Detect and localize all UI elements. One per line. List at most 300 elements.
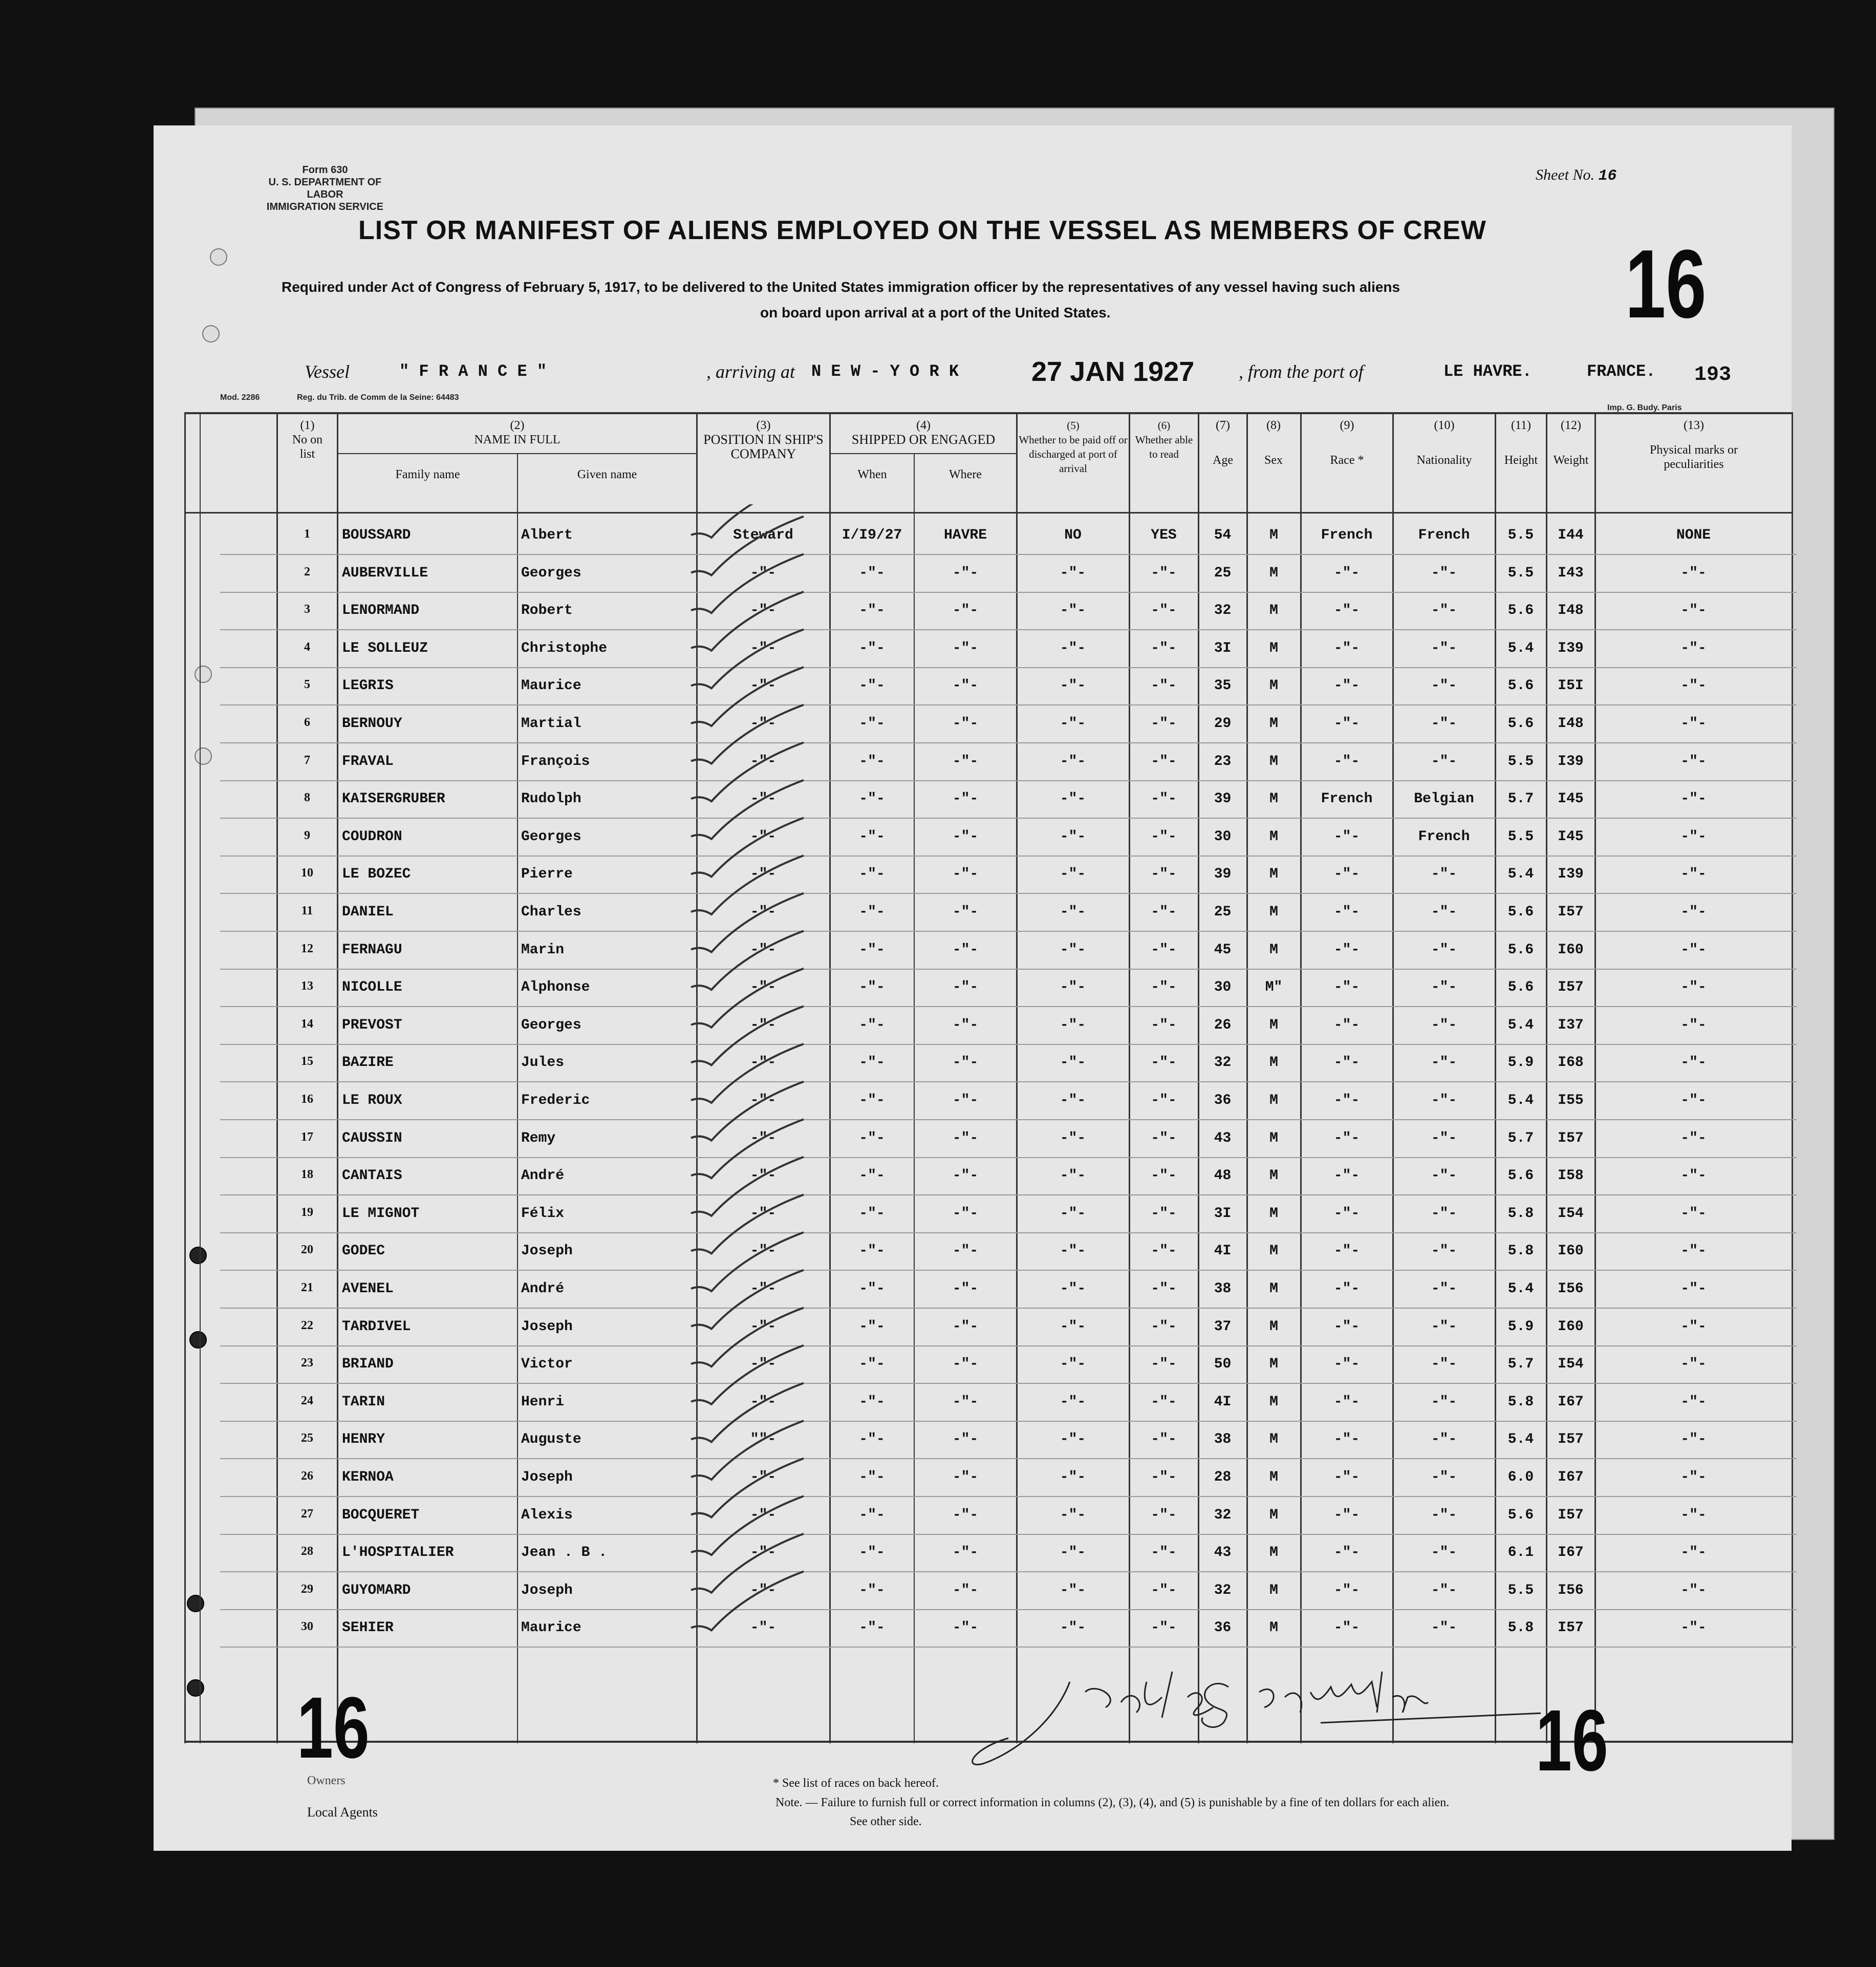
row-rule xyxy=(220,629,1797,630)
row-rule xyxy=(220,1345,1797,1346)
row-number: 4 xyxy=(304,640,310,654)
able-to-read: -"- xyxy=(1151,1318,1177,1335)
height: 5.5 xyxy=(1507,527,1534,543)
row-number: 25 xyxy=(301,1431,313,1445)
shipped-where: -"- xyxy=(952,791,979,807)
checkmark xyxy=(691,1270,804,1329)
weight: I57 xyxy=(1558,1620,1584,1636)
row-number: 20 xyxy=(301,1243,313,1257)
physical-marks: -"- xyxy=(1680,603,1707,619)
row-rule xyxy=(220,667,1797,668)
row-rule xyxy=(220,856,1797,857)
position: -"- xyxy=(750,1469,777,1485)
col11-number: (11) xyxy=(1511,419,1532,432)
age: 28 xyxy=(1214,1469,1232,1485)
form-number: Form 630 xyxy=(302,164,348,176)
physical-marks: -"- xyxy=(1680,1055,1707,1071)
family-name: GODEC xyxy=(342,1243,385,1259)
shipped-where: -"- xyxy=(952,716,979,732)
weight: I56 xyxy=(1558,1281,1584,1297)
row-rule xyxy=(220,1232,1797,1233)
registry: Reg. du Trib. de Comm de la Seine: 64483 xyxy=(297,393,459,402)
height: 5.5 xyxy=(1507,565,1534,581)
sex: M xyxy=(1269,904,1278,920)
nationality: -"- xyxy=(1431,1431,1457,1448)
col-where-header: Where xyxy=(949,468,982,481)
sex: M xyxy=(1269,1469,1278,1485)
shipped-when: -"- xyxy=(859,716,885,732)
nationality: French xyxy=(1418,527,1470,543)
nationality: -"- xyxy=(1431,716,1457,732)
requirement-text-2: on board upon arrival at a port of the United States. xyxy=(760,305,1111,320)
shipped-where: HAVRE xyxy=(943,527,987,543)
weight: I5I xyxy=(1558,678,1584,694)
col1-number: (1) xyxy=(300,419,315,432)
position: -"- xyxy=(750,1205,777,1222)
age: 4I xyxy=(1214,1243,1232,1259)
age: 32 xyxy=(1214,1582,1232,1598)
footer-stamp-left: 16 xyxy=(297,1679,370,1777)
checkmark xyxy=(691,780,804,839)
sex: M" xyxy=(1265,979,1283,996)
weight: I55 xyxy=(1558,1093,1584,1108)
row-rule xyxy=(220,1044,1797,1045)
physical-marks: -"- xyxy=(1680,866,1707,883)
age: 48 xyxy=(1214,1168,1232,1184)
sex: M xyxy=(1269,1168,1278,1184)
family-name: BOUSSARD xyxy=(342,527,411,543)
sex: M xyxy=(1269,753,1278,769)
given-name: Albert xyxy=(521,527,573,543)
family-name: CAUSSIN xyxy=(342,1130,402,1146)
sheet-stamp: 16 xyxy=(1625,230,1707,338)
row-number: 30 xyxy=(301,1620,313,1634)
position: -"- xyxy=(750,565,777,581)
nationality: -"- xyxy=(1431,603,1457,619)
given-name: Victor xyxy=(521,1356,573,1373)
shipped-where: -"- xyxy=(952,1243,979,1259)
family-name: FRAVAL xyxy=(342,753,394,769)
row-rule xyxy=(220,1308,1797,1309)
sex: M xyxy=(1269,1055,1278,1071)
position: ""- xyxy=(750,1431,777,1448)
able-to-read: -"- xyxy=(1151,1205,1177,1222)
age: 39 xyxy=(1214,791,1232,807)
paid-off: -"- xyxy=(1060,979,1086,996)
family-name: AUBERVILLE xyxy=(342,565,428,581)
physical-marks: -"- xyxy=(1680,1093,1707,1108)
row-rule xyxy=(220,704,1797,705)
shipped-when: -"- xyxy=(859,640,885,656)
given-name: Rudolph xyxy=(521,791,581,807)
given-name: Maurice xyxy=(521,1620,581,1636)
position: -"- xyxy=(750,678,777,694)
height: 5.8 xyxy=(1507,1205,1534,1222)
height: 6.1 xyxy=(1507,1545,1534,1561)
age: 4I xyxy=(1214,1394,1232,1410)
race: -"- xyxy=(1333,979,1360,996)
height: 5.8 xyxy=(1507,1620,1534,1636)
weight: I68 xyxy=(1558,1055,1584,1071)
shipped-when: -"- xyxy=(859,791,885,807)
able-to-read: -"- xyxy=(1151,866,1177,883)
paid-off: -"- xyxy=(1060,1507,1086,1523)
height: 5.7 xyxy=(1507,791,1534,807)
paid-off: -"- xyxy=(1060,1093,1086,1108)
weight: I44 xyxy=(1558,527,1584,543)
weight: I60 xyxy=(1558,1243,1584,1259)
height: 5.8 xyxy=(1507,1394,1534,1410)
col-position-header: POSITION IN SHIP'S COMPANY xyxy=(703,432,824,461)
nationality: -"- xyxy=(1431,942,1457,958)
shipped-when: -"- xyxy=(859,1093,885,1108)
checkmark xyxy=(691,1421,804,1480)
age: 38 xyxy=(1214,1281,1232,1297)
shipped-when: -"- xyxy=(859,1130,885,1146)
col-family-name-header: Family name xyxy=(395,468,460,481)
height: 6.0 xyxy=(1507,1469,1534,1485)
physical-marks: -"- xyxy=(1680,942,1707,958)
shipped-when: -"- xyxy=(859,904,885,920)
row-number: 24 xyxy=(301,1394,313,1407)
from-label: , from the port of xyxy=(1239,361,1364,382)
row-number: 10 xyxy=(301,866,313,880)
shipped-where: -"- xyxy=(952,942,979,958)
able-to-read: -"- xyxy=(1151,1507,1177,1523)
row-rule xyxy=(220,554,1797,555)
page-number: 193 xyxy=(1694,364,1732,387)
able-to-read: -"- xyxy=(1151,1093,1177,1108)
paid-off: -"- xyxy=(1060,1205,1086,1222)
shipped-when: -"- xyxy=(859,1017,885,1033)
paid-off: -"- xyxy=(1060,791,1086,807)
able-to-read: -"- xyxy=(1151,1620,1177,1636)
row-rule xyxy=(220,1383,1797,1384)
row-number: 11 xyxy=(301,904,313,917)
nationality: -"- xyxy=(1431,640,1457,656)
physical-marks: NONE xyxy=(1676,527,1711,543)
arriving-label: , arriving at xyxy=(706,361,795,382)
race: -"- xyxy=(1333,904,1360,920)
shipped-when: -"- xyxy=(859,1055,885,1071)
physical-marks: -"- xyxy=(1680,1394,1707,1410)
race: -"- xyxy=(1333,1394,1360,1410)
sex: M xyxy=(1269,678,1278,694)
manifest-sheet xyxy=(154,125,1792,1851)
shipped-where: -"- xyxy=(952,1582,979,1598)
nationality: -"- xyxy=(1431,1469,1457,1485)
height: 5.9 xyxy=(1507,1318,1534,1335)
paid-off: -"- xyxy=(1060,1394,1086,1410)
weight: I39 xyxy=(1558,866,1584,883)
height: 5.6 xyxy=(1507,904,1534,920)
shipped-when: -"- xyxy=(859,942,885,958)
checkmark xyxy=(691,818,804,876)
physical-marks: -"- xyxy=(1680,1356,1707,1373)
position: -"- xyxy=(750,1507,777,1523)
checkmark xyxy=(691,1119,804,1178)
age: 30 xyxy=(1214,828,1232,845)
weight: I57 xyxy=(1558,1431,1584,1448)
nationality: -"- xyxy=(1431,1243,1457,1259)
paid-off: -"- xyxy=(1060,1281,1086,1297)
nationality: -"- xyxy=(1431,1620,1457,1636)
col-given-name-header: Given name xyxy=(577,468,637,481)
age: 30 xyxy=(1214,979,1232,996)
age: 43 xyxy=(1214,1545,1232,1561)
weight: I39 xyxy=(1558,753,1584,769)
race: -"- xyxy=(1333,603,1360,619)
family-name: KAISERGRUBER xyxy=(342,791,445,807)
able-to-read: -"- xyxy=(1151,904,1177,920)
race: -"- xyxy=(1333,678,1360,694)
shipped-when: -"- xyxy=(859,753,885,769)
physical-marks: -"- xyxy=(1680,753,1707,769)
height: 5.4 xyxy=(1507,1017,1534,1033)
row-rule xyxy=(220,1270,1797,1271)
physical-marks: -"- xyxy=(1680,1318,1707,1335)
given-name: Marin xyxy=(521,942,565,958)
height: 5.6 xyxy=(1507,716,1534,732)
col-age-header: Age xyxy=(1213,454,1233,467)
arriving-port: N E W - Y O R K xyxy=(811,362,959,381)
nationality: French xyxy=(1418,828,1470,845)
position: -"- xyxy=(750,1130,777,1146)
sex: M xyxy=(1269,1130,1278,1146)
family-name: LE ROUX xyxy=(342,1093,402,1108)
row-rule xyxy=(220,1609,1797,1610)
able-to-read: -"- xyxy=(1151,1431,1177,1448)
age: 54 xyxy=(1214,527,1232,543)
family-name: PREVOST xyxy=(342,1017,402,1033)
paid-off: -"- xyxy=(1060,1318,1086,1335)
row-rule xyxy=(220,1119,1797,1120)
row-number: 15 xyxy=(301,1055,313,1068)
row-number: 22 xyxy=(301,1318,313,1332)
nationality: -"- xyxy=(1431,678,1457,694)
height: 5.5 xyxy=(1507,753,1534,769)
shipped-where: -"- xyxy=(952,1507,979,1523)
nationality: -"- xyxy=(1431,1545,1457,1561)
position: -"- xyxy=(750,828,777,845)
able-to-read: -"- xyxy=(1151,603,1177,619)
printer: Imp. G. Budy. Paris xyxy=(1607,403,1682,412)
race: -"- xyxy=(1333,1055,1360,1071)
age: 25 xyxy=(1214,565,1232,581)
from-country: FRANCE. xyxy=(1587,362,1656,381)
shipped-when: -"- xyxy=(859,979,885,996)
row-rule xyxy=(220,1647,1797,1648)
shipped-when: -"- xyxy=(859,678,885,694)
checkmark xyxy=(691,1194,804,1253)
position: -"- xyxy=(750,1055,777,1071)
sex: M xyxy=(1269,1582,1278,1598)
sex: M xyxy=(1269,716,1278,732)
able-to-read: -"- xyxy=(1151,678,1177,694)
checkmark xyxy=(691,969,804,1028)
sex: M xyxy=(1269,1243,1278,1259)
sex: M xyxy=(1269,791,1278,807)
col-no-on-list-header: No on list xyxy=(292,433,323,461)
paid-off: -"- xyxy=(1060,1017,1086,1033)
department: U. S. DEPARTMENT OF LABOR xyxy=(268,177,382,200)
age: 50 xyxy=(1214,1356,1232,1373)
col-sex-header: Sex xyxy=(1264,454,1283,467)
paid-off: NO xyxy=(1064,527,1082,543)
checkmark xyxy=(691,856,804,914)
shipped-where: -"- xyxy=(952,1168,979,1184)
weight: I39 xyxy=(1558,640,1584,656)
height: 5.7 xyxy=(1507,1130,1534,1146)
height: 5.6 xyxy=(1507,979,1534,996)
race: -"- xyxy=(1333,1431,1360,1448)
race: -"- xyxy=(1333,716,1360,732)
sex: M xyxy=(1269,1093,1278,1108)
weight: I67 xyxy=(1558,1394,1584,1410)
col3-number: (3) xyxy=(756,419,771,432)
checkmark xyxy=(691,554,804,613)
paid-off: -"- xyxy=(1060,1130,1086,1146)
able-to-read: -"- xyxy=(1151,791,1177,807)
shipped-where: -"- xyxy=(952,1130,979,1146)
able-to-read: -"- xyxy=(1151,1243,1177,1259)
col-name-header: NAME IN FULL xyxy=(474,433,560,446)
paid-off: -"- xyxy=(1060,866,1086,883)
position: -"- xyxy=(750,1582,777,1598)
paid-off: -"- xyxy=(1060,640,1086,656)
given-name: Auguste xyxy=(521,1431,581,1448)
sex: M xyxy=(1269,527,1278,543)
position: -"- xyxy=(750,791,777,807)
paid-off: -"- xyxy=(1060,1469,1086,1485)
height: 5.5 xyxy=(1507,1582,1534,1598)
family-name: AVENEL xyxy=(342,1281,394,1297)
nationality: -"- xyxy=(1431,904,1457,920)
vessel-label: Vessel xyxy=(305,361,350,382)
nationality: -"- xyxy=(1431,1281,1457,1297)
able-to-read: -"- xyxy=(1151,828,1177,845)
shipped-where: -"- xyxy=(952,678,979,694)
nationality: -"- xyxy=(1431,1205,1457,1222)
sex: M xyxy=(1269,1318,1278,1335)
position: -"- xyxy=(750,979,777,996)
height: 5.4 xyxy=(1507,1281,1534,1297)
checkmark xyxy=(691,1383,804,1442)
able-to-read: -"- xyxy=(1151,1017,1177,1033)
row-rule xyxy=(220,969,1797,970)
position: -"- xyxy=(750,866,777,883)
row-rule xyxy=(220,893,1797,894)
age: 35 xyxy=(1214,678,1232,694)
nationality: -"- xyxy=(1431,1582,1457,1598)
given-name: Alexis xyxy=(521,1507,573,1523)
col-shipped-header: SHIPPED OR ENGAGED xyxy=(851,432,996,447)
race: -"- xyxy=(1333,942,1360,958)
family-name: LEGRIS xyxy=(342,678,394,694)
paid-off: -"- xyxy=(1060,1545,1086,1561)
row-rule xyxy=(220,592,1797,593)
given-name: André xyxy=(521,1281,565,1297)
height: 5.4 xyxy=(1507,866,1534,883)
shipped-when: -"- xyxy=(859,1205,885,1222)
family-name: LENORMAND xyxy=(342,603,420,619)
col10-number: (10) xyxy=(1434,419,1455,432)
row-number: 5 xyxy=(304,678,310,692)
checkmark xyxy=(691,592,804,651)
race: -"- xyxy=(1333,1243,1360,1259)
weight: I57 xyxy=(1558,1130,1584,1146)
shipped-where: -"- xyxy=(952,1318,979,1335)
shipped-where: -"- xyxy=(952,565,979,581)
vessel-name: " F R A N C E " xyxy=(399,362,547,381)
paid-off: -"- xyxy=(1060,603,1086,619)
sex: M xyxy=(1269,603,1278,619)
shipped-when: -"- xyxy=(859,1431,885,1448)
checkmark xyxy=(691,742,804,801)
checkmark xyxy=(691,1006,804,1065)
given-name: Charles xyxy=(521,904,581,920)
shipped-where: -"- xyxy=(952,1620,979,1636)
shipped-where: -"- xyxy=(952,1394,979,1410)
weight: I45 xyxy=(1558,828,1584,845)
physical-marks: -"- xyxy=(1680,791,1707,807)
paid-off: -"- xyxy=(1060,1168,1086,1184)
weight: I54 xyxy=(1558,1205,1584,1222)
sex: M xyxy=(1269,1545,1278,1561)
able-to-read: -"- xyxy=(1151,1281,1177,1297)
shipped-when: -"- xyxy=(859,866,885,883)
race: -"- xyxy=(1333,1205,1360,1222)
nationality: -"- xyxy=(1431,1055,1457,1071)
given-name: Joseph xyxy=(521,1469,573,1485)
col4-number: (4) xyxy=(916,419,931,432)
col-paid-off-header: Whether to be paid off or discharged at port of arrival xyxy=(1019,434,1128,475)
weight: I58 xyxy=(1558,1168,1584,1184)
able-to-read: -"- xyxy=(1151,640,1177,656)
physical-marks: -"- xyxy=(1680,904,1707,920)
local-agents-label: Local Agents xyxy=(307,1805,378,1820)
family-name: LE BOZEC xyxy=(342,866,411,883)
height: 5.5 xyxy=(1507,828,1534,845)
row-rule xyxy=(220,780,1797,781)
mod-number: Mod. 2286 xyxy=(220,393,260,402)
row-number: 9 xyxy=(304,828,310,842)
col8-number: (8) xyxy=(1266,419,1281,432)
race: -"- xyxy=(1333,1017,1360,1033)
shipped-where: -"- xyxy=(952,866,979,883)
sex: M xyxy=(1269,1281,1278,1297)
checkmark xyxy=(691,1571,804,1630)
row-rule xyxy=(220,1006,1797,1007)
nationality: -"- xyxy=(1431,1168,1457,1184)
paid-off: -"- xyxy=(1060,904,1086,920)
row-number: 2 xyxy=(304,565,310,579)
able-to-read: YES xyxy=(1151,527,1177,543)
position: -"- xyxy=(750,640,777,656)
row-number: 3 xyxy=(304,603,310,616)
shipped-when: -"- xyxy=(859,565,885,581)
family-name: KERNOA xyxy=(342,1469,394,1485)
race: -"- xyxy=(1333,565,1360,581)
col2-number: (2) xyxy=(510,419,525,432)
col-when-header: When xyxy=(857,468,887,481)
family-name: COUDRON xyxy=(342,828,402,845)
family-name: FERNAGU xyxy=(342,942,402,958)
position: Steward xyxy=(733,527,793,543)
position: -"- xyxy=(750,942,777,958)
sex: M xyxy=(1269,1017,1278,1033)
nationality: -"- xyxy=(1431,1318,1457,1335)
